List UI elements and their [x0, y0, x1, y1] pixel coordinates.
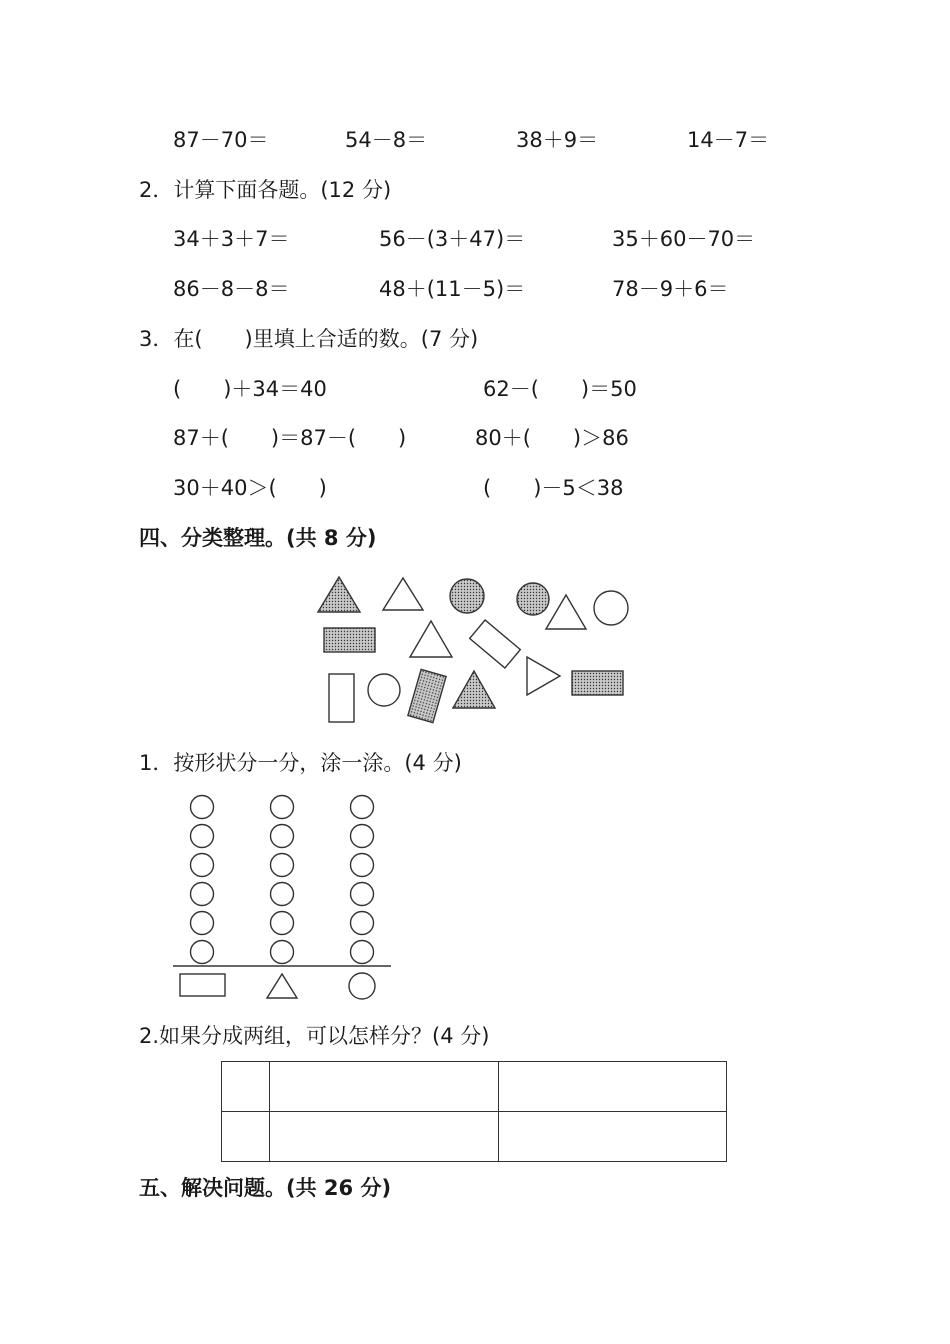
table-cell[interactable] [499, 1112, 727, 1162]
plain-rectangle [470, 620, 521, 668]
section4-q2-title: 2.如果分成两组，可以怎样分？(4 分) [139, 1024, 490, 1048]
tally-circle[interactable] [271, 854, 294, 877]
shapes-figure [310, 570, 640, 730]
table-cell[interactable] [222, 1062, 270, 1112]
plain-triangle [383, 578, 423, 610]
section4-title: 四、分类整理。(共 8 分) [139, 526, 377, 550]
q3-expr-4: 80＋( )＞86 [475, 426, 629, 450]
plain-circle [594, 591, 628, 625]
tally-circle[interactable] [351, 825, 374, 848]
q2-expr-2: 56－(3＋47)＝ [379, 227, 526, 251]
tally-circle[interactable] [191, 912, 214, 935]
tally-circle[interactable] [351, 854, 374, 877]
shaded-rectangle [572, 671, 623, 695]
tally-circle[interactable] [191, 825, 214, 848]
q3-expr-5: 30＋40＞( ) [173, 476, 327, 500]
tally-circle[interactable] [271, 883, 294, 906]
sorting-chart [170, 790, 400, 1005]
q2-expr-1: 34＋3＋7＝ [173, 227, 290, 251]
q2-expr-5: 48＋(11－5)＝ [379, 277, 526, 301]
plain-triangle [546, 595, 586, 629]
grouping-table [221, 1061, 727, 1162]
shaded-rectangle [408, 669, 446, 722]
q2-expr-3: 35＋60－70＝ [612, 227, 756, 251]
top-expr-3: 38＋9＝ [516, 128, 599, 152]
q2-expr-4: 86－8－8＝ [173, 277, 290, 301]
rectangle-label-icon [180, 974, 225, 996]
tally-circle[interactable] [191, 883, 214, 906]
tally-circle[interactable] [271, 912, 294, 935]
tally-circle[interactable] [191, 941, 214, 964]
triangle-label-icon [267, 974, 297, 998]
table-cell[interactable] [222, 1112, 270, 1162]
top-expr-2: 54－8＝ [345, 128, 428, 152]
shaded-circle [450, 579, 484, 613]
tally-circle[interactable] [351, 796, 374, 819]
section5-title: 五、解决问题。(共 26 分) [139, 1176, 392, 1200]
table-cell[interactable] [270, 1062, 499, 1112]
tally-circle[interactable] [271, 796, 294, 819]
q2-expr-6: 78－9＋6＝ [612, 277, 729, 301]
q2-title: 2．计算下面各题。(12 分) [139, 178, 392, 202]
plain-rectangle [329, 674, 354, 722]
tally-circle[interactable] [351, 941, 374, 964]
tally-circle[interactable] [351, 883, 374, 906]
table-cell[interactable] [499, 1062, 727, 1112]
q3-expr-3: 87＋( )＝87－( ) [173, 426, 407, 450]
top-expr-1: 87－70＝ [173, 128, 269, 152]
section4-q1-title: 1．按形状分一分，涂一涂。(4 分) [139, 751, 462, 775]
q3-expr-2: 62－( )＝50 [483, 377, 637, 401]
tally-circle[interactable] [351, 912, 374, 935]
table-cell[interactable] [270, 1112, 499, 1162]
plain-circle [368, 674, 400, 706]
shaded-circle [517, 583, 549, 615]
tally-circle[interactable] [191, 796, 214, 819]
tally-circle[interactable] [271, 825, 294, 848]
plain-triangle [527, 657, 560, 695]
top-expr-4: 14－7＝ [687, 128, 770, 152]
tally-circle[interactable] [191, 854, 214, 877]
shaded-triangle [453, 671, 495, 708]
tally-circle[interactable] [271, 941, 294, 964]
q3-expr-1: ( )＋34＝40 [173, 377, 327, 401]
q3-expr-6: ( )－5＜38 [483, 476, 624, 500]
circle-label-icon [349, 973, 375, 999]
shaded-rectangle [324, 628, 375, 652]
shaded-triangle [318, 577, 360, 612]
q3-title: 3．在( )里填上合适的数。(7 分) [139, 327, 479, 351]
plain-triangle [410, 621, 452, 657]
